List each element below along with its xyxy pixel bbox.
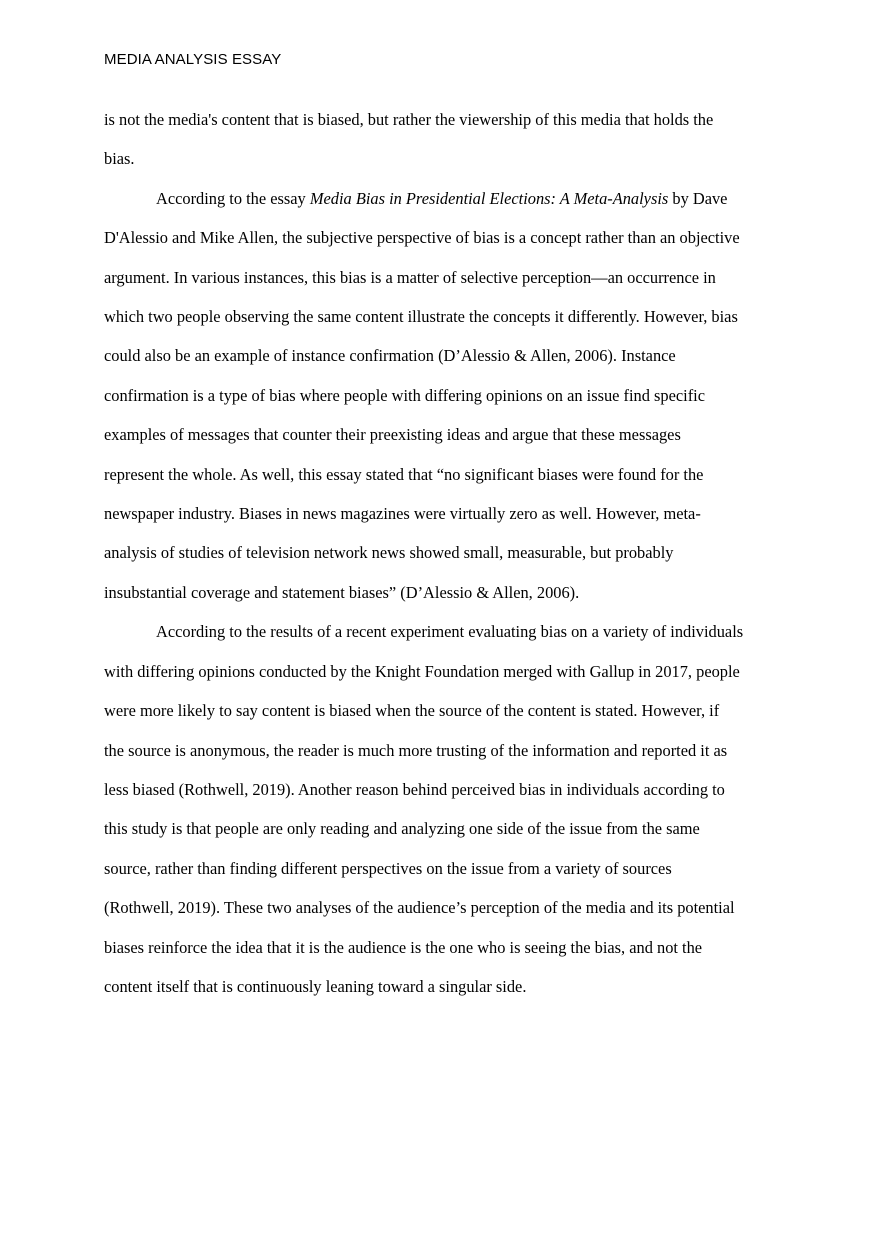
text-line: argument. In various instances, this bias is a matter of selective perception—an occurrence in [104,267,716,287]
essay-title-citation: Media Bias in Presidential Elections: A Meta-Analysis [309,188,669,208]
text-line: this study is that people are only reading and analyzing one side of the issue from the same [104,819,700,839]
text-line [104,218,776,257]
text-run: D'Alessio and Mike Allen [104,228,275,248]
text-line: source, rather than finding different perspectives on the issue from a variety of sources [104,858,672,878]
text-run: , [274,228,279,248]
text-line: biases reinforce the idea that it is the audience is the one who is seeing the bias, and not the [104,937,703,957]
essay-body [104,100,776,1006]
text-line: is not the media's content that is biased, but rather the viewership of this media that holds the [104,110,714,129]
text-line: bias. [104,149,135,169]
text-line: confirmation is a type of bias where people with differing opinions on an issue find specific [104,385,705,405]
text-line: content itself that is continuously leaning toward a singular side. [104,976,527,996]
text-line: could also be an example of instance confirmation (D’Alessio & Allen, 2006). Instance [104,346,676,366]
text-line: According to the results of a recent experiment evaluating bias on a variety of individuals [156,622,744,642]
text-line: were more likely to say content is biased when the source of the content is stated. However, if [104,701,720,721]
text-line [104,179,776,218]
text-line: (Rothwell, 2019). These two analyses of the audience’s perception of the media and its potential [104,898,735,918]
text-line: the source is anonymous, the reader is much more trusting of the information and reported it as [104,740,728,760]
text-line: newspaper industry. Biases in news magazines were virtually zero as well. However, meta- [104,504,701,524]
text-run: the subjective perspective of bias is a concept rather than an objective [278,228,740,248]
text-run: by Dave [668,188,728,208]
paragraph-3 [104,612,776,1006]
text-line: represent the whole. As well, this essay stated that “no significant biases were found for the [104,464,704,484]
text-run: According to the essay [156,188,310,208]
text-line: examples of messages that counter their preexisting ideas and argue that these messages [104,425,681,445]
text-line: which two people observing the same content illustrate the concepts it differently. However, bias [104,307,738,327]
text-line: analysis of studies of television network news showed small, measurable, but probably [104,543,674,563]
text-line: insubstantial coverage and statement biases” (D’Alessio & Allen, 2006). [104,582,580,602]
running-head: MEDIA ANALYSIS ESSAY [104,51,282,68]
paragraph-2 [104,179,776,612]
paragraph-1 [104,100,776,179]
text-line: with differing opinions conducted by the Knight Foundation merged with Gallup in 2017, people [104,661,740,681]
text-line: less biased (Rothwell, 2019). Another reason behind perceived bias in individuals according to [104,779,725,799]
